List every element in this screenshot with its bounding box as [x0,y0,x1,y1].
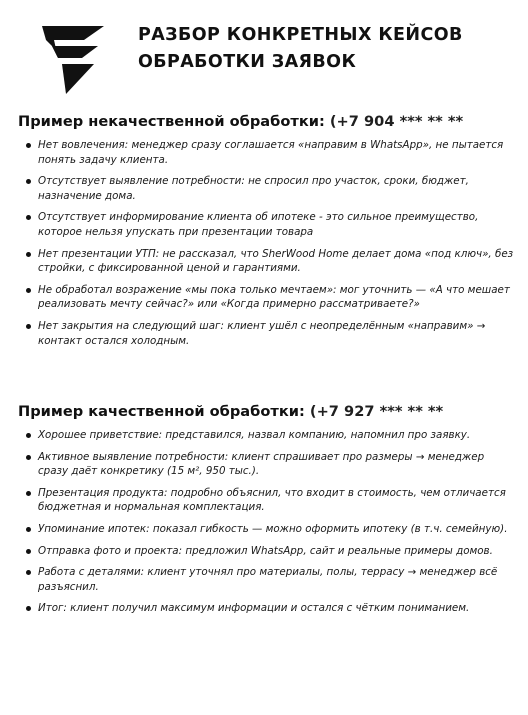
list-item: Работа с деталями: клиент уточнял про материалы, полы, террасу → менеджер всё разъяснил. [38,565,514,594]
list-item: Не обработал возражение «мы пока только мечтаем»: мог уточнить — «А что мешает реализовать мечту сейчас?» или «Когда примерно рассматриваете?» [38,283,514,312]
list-item: Нет презентации УТП: не рассказал, что SherWood Home делает дома «под ключ», без стройки, с фиксированной ценой и гарантиями. [38,247,514,275]
bad-example-section [18,112,514,355]
section-heading [18,402,514,422]
page-title [138,22,463,76]
phone-number: (+7 927 *** ** ** [309,403,444,420]
list-item: Отсутствует выявление потребности: не спросил про участок, сроки, бюджет, назначение дома. [38,174,514,203]
phone-number: (+7 904 *** ** ** [329,113,464,130]
list-item: Презентация продукта: подробно объяснил, что входит в стоимость, чем отличается бюджетная и нормальная комплектация. [38,486,514,515]
list-item: Упоминание ипотек: показал гибкость — можно оформить ипотеку (в т.ч. семейную). [38,522,514,537]
good-example-section [18,402,514,623]
list-item: Хорошее приветствие: представился, назвал компанию, напомнил про заявку. [38,428,514,443]
section-heading-text: Пример некачественной обработки: [18,113,325,130]
page-title-line-1: РАЗБОР КОНКРЕТНЫХ КЕЙСОВ [138,25,463,45]
page-title-line-2: ОБРАБОТКИ ЗАЯВОК [138,52,357,72]
section-heading [18,112,514,132]
list-item: Активное выявление потребности: клиент спрашивает про размеры → менеджер сразу даёт конкретику (15 м², 950 тыс.). [38,450,514,479]
bullet-list [18,428,514,616]
list-item: Нет вовлечения: менеджер сразу соглашается «направим в WhatsApp», не пытается понять задачу клиента. [38,138,514,167]
list-item: Отправка фото и проекта: предложил WhatsApp, сайт и реальные примеры домов. [38,544,514,559]
list-item: Отсутствует информирование клиента об ипотеке - это сильное преимущество, которое нельзя упускать при презентации товара [38,210,514,239]
section-heading-text: Пример качественной обработки: [18,403,305,420]
list-item: Итог: клиент получил максимум информации и остался с чётким пониманием. [38,601,514,616]
list-item: Нет закрытия на следующий шаг: клиент ушёл с неопределённым «направим» → контакт остался холодным. [38,319,514,348]
company-logo-icon [42,26,104,94]
bullet-list [18,138,514,348]
